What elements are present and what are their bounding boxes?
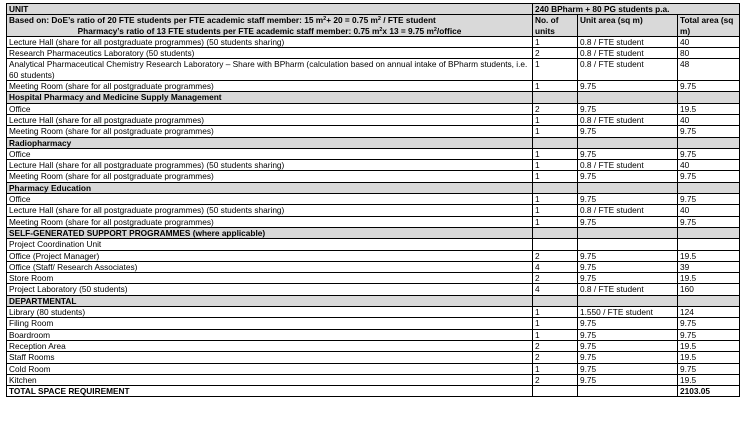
unit-label-cell: Lecture Hall (share for all postgraduate programmes) (50 students sharing) [7,160,533,171]
unit-label-cell: Filing Room [7,318,533,329]
unit-label-cell: Meeting Room (share for all postgraduate programmes) [7,216,533,227]
table-row [7,374,740,385]
section-empty-cell [678,182,740,193]
total-area-cell: 19.5 [678,374,740,385]
table-row [7,148,740,159]
total-area-cell: 124 [678,307,740,318]
section-empty-cell [533,227,578,238]
table-row [7,261,740,272]
table-row [7,363,740,374]
table-row [7,307,740,318]
section-header-row [7,295,740,306]
section-header-row [7,227,740,238]
unit-area-cell: 9.75 [578,194,678,205]
table-row [7,126,740,137]
section-empty-cell [678,295,740,306]
unit-label-cell: Meeting Room (share for all postgraduate programmes) [7,81,533,92]
unit-area-cell: 9.75 [578,261,678,272]
units-cell: 1 [533,194,578,205]
section-empty-cell [578,182,678,193]
unit-area-cell: 9.75 [578,352,678,363]
total-area-cell: 9.75 [678,148,740,159]
units-cell: 2 [533,374,578,385]
units-cell: 1 [533,329,578,340]
table-row [7,329,740,340]
table-row [7,59,740,81]
unit-area-cell: 9.75 [578,340,678,351]
section-empty-cell [678,137,740,148]
total-area-cell [678,239,740,250]
total-area-cell: 9.75 [678,318,740,329]
unit-label-cell: Project Laboratory (50 students) [7,284,533,295]
table-row [7,216,740,227]
units-cell: 1 [533,363,578,374]
unit-area-cell: 9.75 [578,273,678,284]
space-requirements-document [6,3,739,397]
table-row [7,194,740,205]
basis-row [7,15,740,37]
total-label: TOTAL SPACE REQUIREMENT [7,386,533,397]
unit-area-cell: 9.75 [578,103,678,114]
unit-label-cell: Library (80 students) [7,307,533,318]
units-cell: 2 [533,250,578,261]
unit-area-cell: 9.75 [578,81,678,92]
total-value: 2103.05 [678,386,740,397]
table-row [7,114,740,125]
table-row [7,239,740,250]
total-area-cell: 48 [678,59,740,81]
table-row [7,250,740,261]
unit-label-cell: Analytical Pharmaceutical Chemistry Research Laboratory – Share with BPharm (calculation based on annual intake of BPharm students, i.e. 60 students) [7,59,533,81]
section-empty-cell [533,92,578,103]
units-cell: 1 [533,216,578,227]
units-cell: 1 [533,126,578,137]
unit-area-cell: 0.8 / FTE student [578,48,678,59]
unit-area-cell: 9.75 [578,216,678,227]
unit-label-cell: Office (Project Manager) [7,250,533,261]
unit-area-cell: 9.75 [578,363,678,374]
total-area-cell: 19.5 [678,250,740,261]
total-area-cell: 160 [678,284,740,295]
section-empty-cell [533,295,578,306]
total-empty-cell [578,386,678,397]
table-row [7,160,740,171]
section-empty-cell [533,137,578,148]
unit-area-cell: 0.8 / FTE student [578,160,678,171]
units-cell: 1 [533,318,578,329]
units-cell: 1 [533,171,578,182]
section-empty-cell [578,92,678,103]
total-empty-cell [533,386,578,397]
total-area-cell: 9.75 [678,363,740,374]
total-area-cell: 9.75 [678,81,740,92]
total-area-cell: 19.5 [678,273,740,284]
section-header-row [7,137,740,148]
space-requirements-table [6,3,740,397]
units-cell: 1 [533,205,578,216]
total-area-cell: 9.75 [678,171,740,182]
table-row [7,340,740,351]
units-cell: 1 [533,59,578,81]
unit-area-cell: 1.550 / FTE student [578,307,678,318]
unit-area-cell: 0.8 / FTE student [578,36,678,47]
total-area-cell: 40 [678,205,740,216]
section-label: Pharmacy Education [7,182,533,193]
total-area-cell: 19.5 [678,340,740,351]
unit-area-cell: 9.75 [578,374,678,385]
table-row [7,103,740,114]
section-empty-cell [678,92,740,103]
unit-label-cell: Staff Rooms [7,352,533,363]
section-label: Hospital Pharmacy and Medicine Supply Management [7,92,533,103]
units-cell: 1 [533,148,578,159]
unit-label-cell: Boardroom [7,329,533,340]
table-row [7,284,740,295]
table-row [7,81,740,92]
unit-area-header: Unit area (sq m) [578,15,678,37]
units-cell: 2 [533,103,578,114]
section-header-row [7,182,740,193]
table-row [7,48,740,59]
total-area-cell: 80 [678,48,740,59]
section-label: SELF-GENERATED SUPPORT PROGRAMMES (where applicable) [7,227,533,238]
total-area-cell: 39 [678,261,740,272]
table-header-row [7,4,740,15]
section-empty-cell [578,227,678,238]
unit-label-cell: Store Room [7,273,533,284]
pharmacy-ratio-text: Pharmacy’s ratio of 13 FTE students per FTE academic staff member: 0.75 $m^2x$ 13 = 9.75 $m^2$/office [77,25,462,36]
unit-area-cell [578,239,678,250]
unit-label-cell: Research Pharmaceutics Laboratory (50 students) [7,48,533,59]
units-cell: 4 [533,261,578,272]
table-row [7,205,740,216]
unit-label-cell: Office [7,103,533,114]
units-cell: 2 [533,352,578,363]
section-label: DEPARTMENTAL [7,295,533,306]
total-area-cell: 9.75 [678,329,740,340]
unit-label-cell: Meeting Room (share for all postgraduate programmes) [7,126,533,137]
unit-area-cell: 0.8 / FTE student [578,205,678,216]
total-area-cell: 9.75 [678,126,740,137]
total-area-cell: 9.75 [678,216,740,227]
table-row [7,318,740,329]
unit-area-cell: 0.8 / FTE student [578,284,678,295]
section-empty-cell [533,182,578,193]
unit-label-cell: Cold Room [7,363,533,374]
section-label: Radiopharmacy [7,137,533,148]
students-header: 240 BPharm + 80 PG students p.a. [533,4,740,15]
unit-area-cell: 0.8 / FTE student [578,114,678,125]
unit-label-cell: Lecture Hall (share for all postgraduate programmes) [7,114,533,125]
section-empty-cell [578,295,678,306]
unit-area-cell: 9.75 [578,250,678,261]
unit-label-cell: Meeting Room (share for all postgraduate programmes) [7,171,533,182]
unit-label-cell: Lecture Hall (share for all postgraduate programmes) (50 students sharing) [7,205,533,216]
unit-area-cell: 9.75 [578,329,678,340]
total-area-cell: 40 [678,114,740,125]
unit-label-cell: Office [7,194,533,205]
section-empty-cell [678,227,740,238]
total-area-cell: 19.5 [678,352,740,363]
basis-cell [7,15,533,37]
no-of-units-header: No. of units [533,15,578,37]
units-cell [533,239,578,250]
units-cell: 2 [533,340,578,351]
total-area-header: Total area (sq m) [678,15,740,37]
table-row [7,36,740,47]
unit-label-cell: Office [7,148,533,159]
table-row [7,273,740,284]
units-cell: 1 [533,114,578,125]
unit-label-cell: Office (Staff/ Research Associates) [7,261,533,272]
unit-area-cell: 0.8 / FTE student [578,59,678,81]
unit-label-cell: Project Coordination Unit [7,239,533,250]
total-area-cell: 19.5 [678,103,740,114]
section-empty-cell [578,137,678,148]
units-cell: 1 [533,81,578,92]
unit-label-cell: Kitchen [7,374,533,385]
units-cell: 1 [533,160,578,171]
total-area-cell: 40 [678,160,740,171]
table-row [7,171,740,182]
unit-label-cell: Lecture Hall (share for all postgraduate programmes) (50 students sharing) [7,36,533,47]
unit-label-cell: Reception Area [7,340,533,351]
total-row [7,386,740,397]
section-header-row [7,92,740,103]
unit-area-cell: 9.75 [578,148,678,159]
total-area-cell: 40 [678,36,740,47]
units-cell: 2 [533,273,578,284]
doe-ratio-text: Based on: DoE’s ratio of 20 FTE students per FTE academic staff member: 15 $m^2+ 20 = 0.75$ $m^2$ / FTE student [9,15,436,26]
units-cell: 2 [533,48,578,59]
table-row [7,352,740,363]
unit-area-cell: 9.75 [578,171,678,182]
unit-header: UNIT [7,4,533,15]
units-cell: 1 [533,36,578,47]
total-area-cell: 9.75 [678,194,740,205]
unit-area-cell: 9.75 [578,318,678,329]
unit-area-cell: 9.75 [578,126,678,137]
units-cell: 1 [533,307,578,318]
units-cell: 4 [533,284,578,295]
